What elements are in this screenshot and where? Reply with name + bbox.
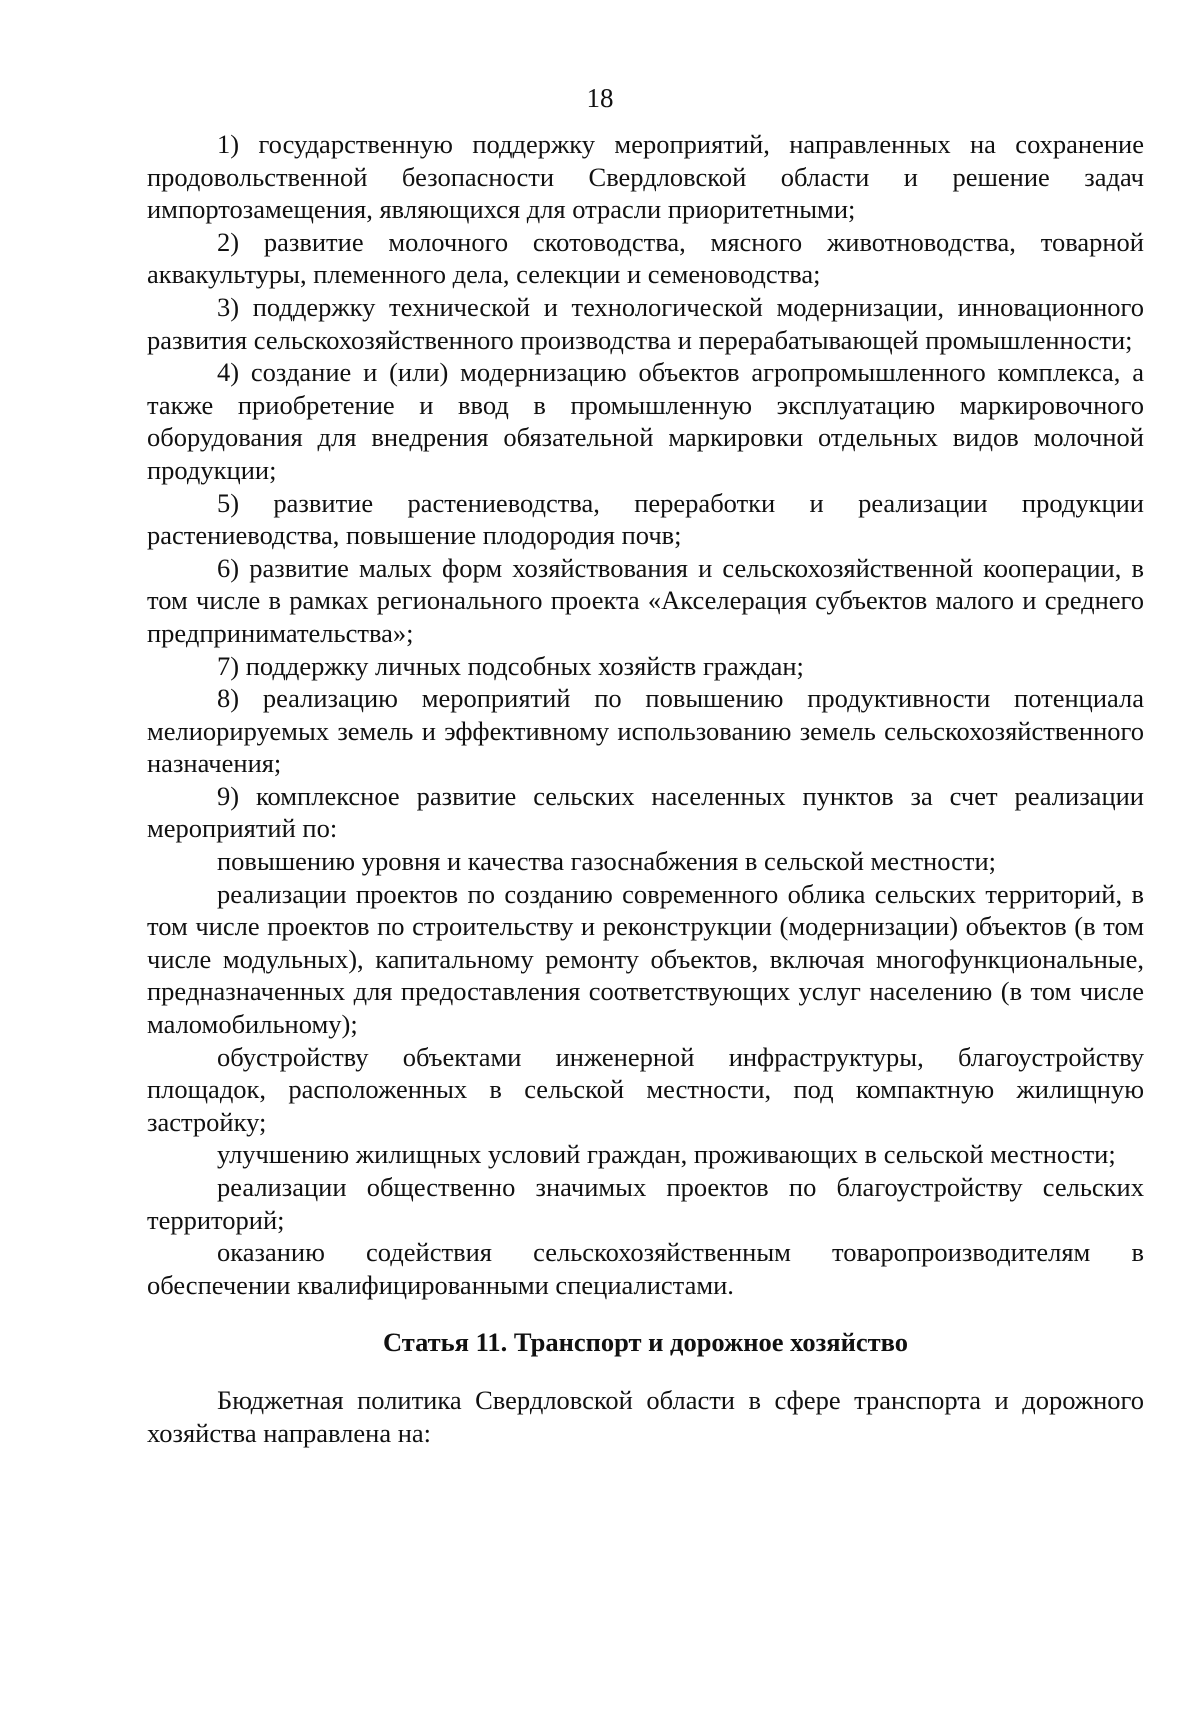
sub-item: повышению уровня и качества газоснабжения в сельской местности; [217, 846, 997, 877]
sub-item: реализации проектов по созданию современного облика сельских территорий, в том числе проектов по строительству и реконструкции (модернизации) объектов (в том числе модульных), капитальному ремонту объектов, включая многофункциональные, предназначенных для предоставления соответствующих услуг населению (в том числе маломобильному); [147, 878, 1144, 1040]
document-body [147, 128, 1144, 1449]
list-item: 6) развитие малых форм хозяйствования и сельскохозяйственной кооперации, в том числе в рамках регионального проекта «Акселерация субъектов малого и среднего предпринимательства»; [147, 552, 1144, 648]
list-item: 5) развитие растениеводства, переработки и реализации продукции растениеводства, повышение плодородия почв; [147, 487, 1144, 551]
article-intro: Бюджетная политика Свердловской области в сфере транспорта и дорожного хозяйства направлена на: [147, 1384, 1144, 1448]
sub-item: обустройству объектами инженерной инфраструктуры, благоустройству площадок, расположенных в сельской местности, под компактную жилищную застройку; [147, 1041, 1144, 1137]
sub-item: улучшению жилищных условий граждан, проживающих в сельской местности; [217, 1139, 1116, 1170]
list-item: 4) создание и (или) модернизацию объектов агропромышленного комплекса, а также приобретение и ввод в промышленную эксплуатацию маркировочного оборудования для внедрения обязательной маркировки отдельных видов молочной продукции; [147, 357, 1144, 485]
list-item: 3) поддержку технической и технологической модернизации, инновационного развития сельскохозяйственного производства и перерабатывающей промышленности; [147, 291, 1144, 355]
list-item: 2) развитие молочного скотоводства, мясного животноводства, товарной аквакультуры, племенного дела, селекции и семеноводства; [147, 226, 1144, 290]
list-item: 1) государственную поддержку мероприятий, направленных на сохранение продовольственной безопасности Свердловской области и решение задач импортозамещения, являющихся для отрасли приоритетными; [147, 129, 1144, 225]
list-item: 8) реализацию мероприятий по повышению продуктивности потенциала мелиорируемых земель и эффективному использованию земель сельскохозяйственного назначения; [147, 683, 1144, 779]
article-heading: Статья 11. Транспорт и дорожное хозяйство [382, 1327, 909, 1358]
sub-item: оказанию содействия сельскохозяйственным товаропроизводителям в обеспечении квалифицированными специалистами. [147, 1237, 1144, 1300]
list-item: 9) комплексное развитие сельских населенных пунктов за счет реализации мероприятий по: [147, 780, 1144, 844]
sub-item: реализации общественно значимых проектов по благоустройству сельских территорий; [147, 1172, 1144, 1235]
list-item: 7) поддержку личных подсобных хозяйств граждан; [217, 650, 804, 681]
page-number: 18 [586, 83, 614, 113]
